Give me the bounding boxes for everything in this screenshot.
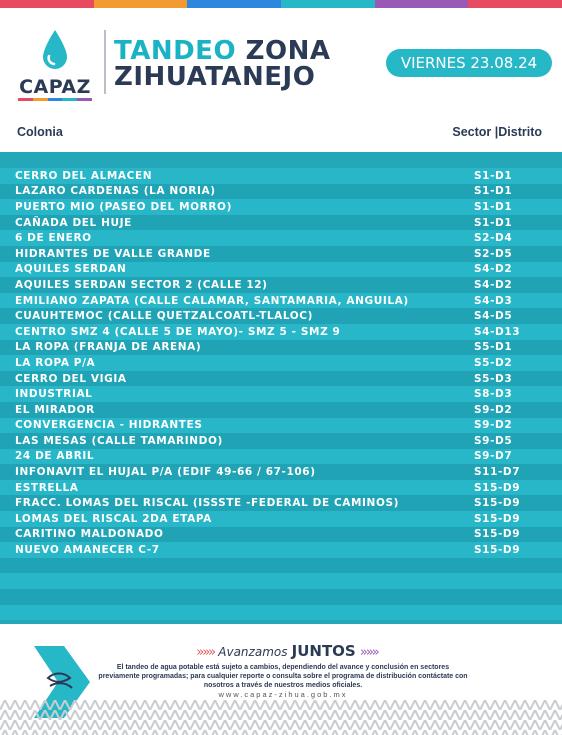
sector-distrito-cell: S1-D1 (474, 185, 513, 198)
table-row (0, 449, 562, 465)
logo-color-strip (18, 98, 92, 101)
colonia-cell: LA ROPA (FRANJA DE ARENA) (15, 341, 202, 354)
colonia-cell: PUERTO MIO (PASEO DEL MORRO) (15, 200, 232, 213)
sector-distrito-cell: S5-D2 (474, 356, 513, 369)
table-row (0, 511, 562, 527)
table-row (0, 277, 562, 293)
sector-distrito-cell: S1-D1 (474, 200, 513, 213)
table-row (0, 527, 562, 543)
colonia-cell: FRACC. LOMAS DEL RISCAL (ISSSTE -FEDERAL DE CAMINOS) (15, 497, 400, 510)
colonia-cell: EMILIANO ZAPATA (CALLE CALAMAR, SANTAMARIA, ANGUILA) (15, 294, 409, 307)
colonia-cell: EL MIRADOR (15, 403, 95, 416)
colonia-cell: 24 DE ABRIL (15, 450, 95, 463)
schedule-table (0, 152, 562, 624)
sector-distrito-cell: S4-D5 (474, 310, 513, 323)
date-badge: VIERNES 23.08.24 (386, 49, 552, 77)
colonia-cell: 6 DE ENERO (15, 232, 92, 245)
sector-distrito-cell: S8-D3 (474, 388, 513, 401)
table-row (0, 293, 562, 309)
empty-row (0, 573, 562, 589)
colonia-cell: ESTRELLA (15, 481, 79, 494)
page-title-line2: ZIHUATANEJO (114, 62, 316, 92)
sector-distrito-cell: S15-D9 (474, 481, 521, 494)
colonia-cell: HIDRANTES DE VALLE GRANDE (15, 247, 211, 260)
sector-distrito-cell: S15-D9 (474, 512, 521, 525)
water-drop-icon (40, 28, 70, 72)
page-title-line1 (114, 37, 330, 65)
colonia-cell: LOMAS DEL RISCAL 2DA ETAPA (15, 512, 212, 525)
column-header-colonia: Colonia (17, 125, 63, 139)
table-row (0, 386, 562, 402)
title-word-tandeo: TANDEO (114, 36, 237, 66)
sector-distrito-cell: S15-D9 (474, 497, 521, 510)
colonia-cell: CERRO DEL VIGIA (15, 372, 127, 385)
colonia-cell: AQUILES SERDAN (15, 263, 127, 276)
slogan-arrows-right: »»» (359, 645, 378, 660)
slogan (182, 642, 392, 660)
table-row (0, 308, 562, 324)
table-row (0, 480, 562, 496)
colonia-cell: CENTRO SMZ 4 (CALLE 5 DE MAYO)- SMZ 5 - SMZ 9 (15, 325, 341, 338)
slogan-arrows-left: »»» (196, 645, 215, 660)
table-row (0, 215, 562, 231)
sector-distrito-cell: S9-D2 (474, 403, 513, 416)
table-row (0, 433, 562, 449)
colonia-cell: INFONAVIT EL HUJAL P/A (EDIF 49-66 / 67-106) (15, 466, 316, 479)
sector-distrito-cell: S15-D9 (474, 528, 521, 541)
sector-distrito-cell: S1-D1 (474, 169, 513, 182)
schedule-rows (0, 168, 562, 620)
sector-distrito-cell: S2-D5 (474, 247, 513, 260)
colonia-cell: CARITINO MALDONADO (15, 528, 164, 541)
sector-distrito-cell: S2-D4 (474, 232, 513, 245)
table-row (0, 246, 562, 262)
table-row (0, 464, 562, 480)
sector-distrito-cell: S4-D2 (474, 263, 513, 276)
empty-row (0, 605, 562, 621)
sector-distrito-cell: S4-D13 (474, 325, 521, 338)
colonia-cell: CAÑADA DEL HUJE (15, 216, 132, 229)
decorative-pattern (0, 700, 562, 735)
sector-distrito-cell: S4-D3 (474, 294, 513, 307)
table-row (0, 199, 562, 215)
table-row (0, 495, 562, 511)
table-row (0, 355, 562, 371)
table-row (0, 324, 562, 340)
header-divider (104, 30, 106, 94)
slogan-juntos: JUNTOS (291, 642, 356, 660)
table-row (0, 340, 562, 356)
sector-distrito-cell: S9-D2 (474, 419, 513, 432)
table-row (0, 371, 562, 387)
sector-distrito-cell: S5-D1 (474, 341, 513, 354)
colonia-cell: NUEVO AMANECER C-7 (15, 544, 160, 557)
sector-distrito-cell: S15-D9 (474, 544, 521, 557)
sector-distrito-cell: S5-D3 (474, 372, 513, 385)
table-row (0, 542, 562, 558)
table-row (0, 402, 562, 418)
column-header-sector-distrito: Sector |Distrito (452, 125, 542, 139)
logo-text: CAPAZ (19, 76, 91, 98)
sector-distrito-cell: S11-D7 (474, 466, 521, 479)
sector-distrito-cell: S1-D1 (474, 216, 513, 229)
capaz-logo (14, 28, 96, 100)
title-word-zona: ZONA (245, 36, 331, 66)
colonia-cell: LAZARO CARDENAS (LA NORIA) (15, 185, 216, 198)
table-row (0, 418, 562, 434)
table-row (0, 184, 562, 200)
disclaimer-text: El tandeo de agua potable está sujeto a cambios, dependiendo del avance y conclusión en sectores previamente programadas; para cualquier reporte o consulta sobre el programa de distribución contáctate con nosotros a través de nuestros medios oficiales. (98, 664, 468, 689)
table-row (0, 168, 562, 184)
colonia-cell: CONVERGENCIA - HIDRANTES (15, 419, 203, 432)
colonia-cell: LAS MESAS (CALLE TAMARINDO) (15, 434, 223, 447)
empty-row (0, 589, 562, 605)
sector-distrito-cell: S4-D2 (474, 278, 513, 291)
top-color-bar (0, 0, 562, 8)
colonia-cell: LA ROPA P/A (15, 356, 96, 369)
website-link[interactable]: www.capaz-zihua.gob.mx (218, 690, 348, 699)
sector-distrito-cell: S9-D7 (474, 450, 513, 463)
table-row (0, 262, 562, 278)
slogan-avanzamos: Avanzamos (218, 645, 288, 659)
empty-row (0, 558, 562, 574)
colonia-cell: AQUILES SERDAN SECTOR 2 (CALLE 12) (15, 278, 268, 291)
colonia-cell: CUAUHTEMOC (CALLE QUETZALCOATL-TLALOC) (15, 310, 314, 323)
colonia-cell: CERRO DEL ALMACEN (15, 169, 153, 182)
colonia-cell: INDUSTRIAL (15, 388, 93, 401)
sector-distrito-cell: S9-D5 (474, 434, 513, 447)
table-row (0, 230, 562, 246)
